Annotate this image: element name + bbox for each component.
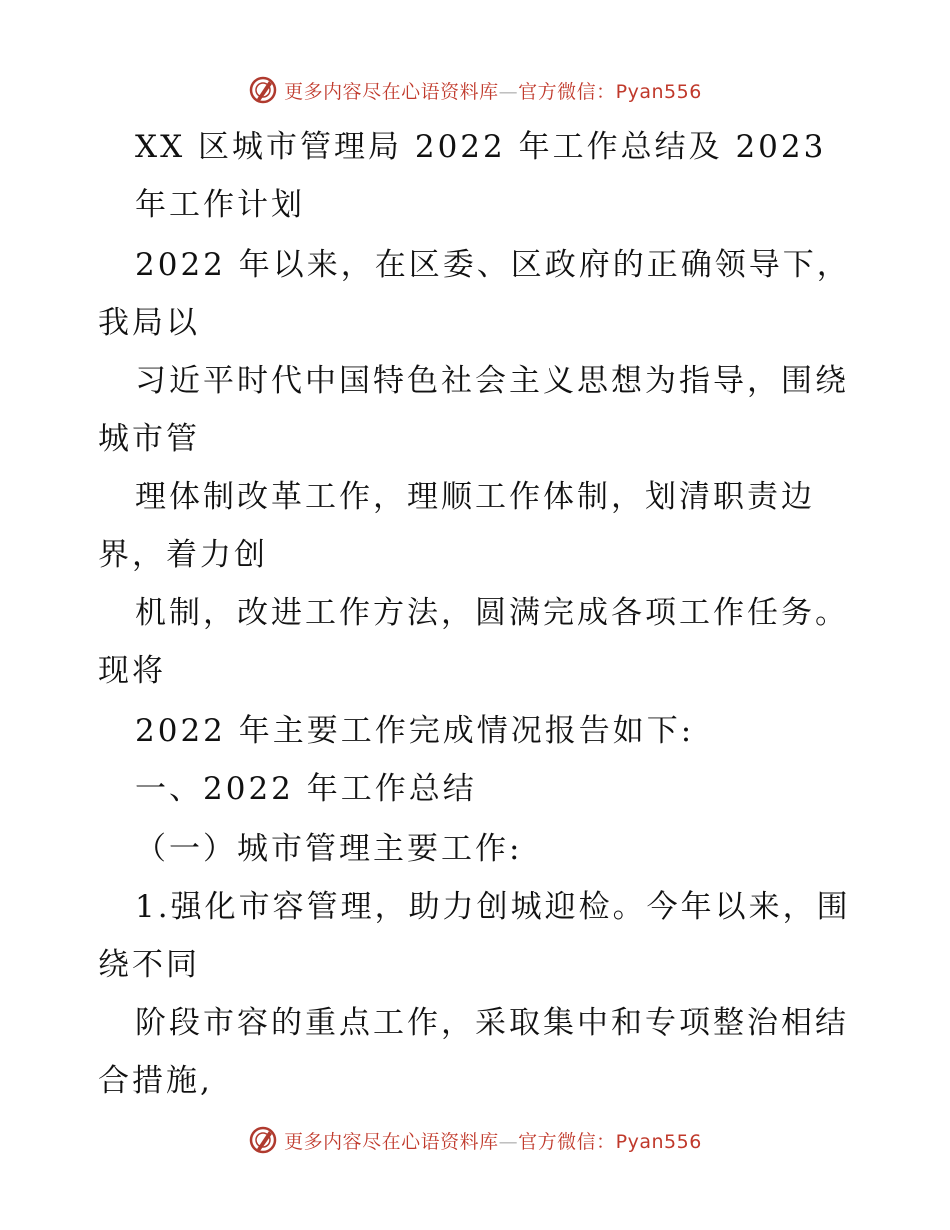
paragraph-line: 合措施, bbox=[98, 1063, 213, 1099]
doc-title-line-1: XX 区城市管理局 2022 年工作总结及 2023 bbox=[135, 129, 827, 165]
section-heading: 一、2022 年工作总结 bbox=[135, 771, 477, 807]
paragraph-line: 界，着力创 bbox=[98, 537, 268, 573]
paragraph-line: 绕不同 bbox=[98, 947, 200, 983]
watermark-banner-top bbox=[0, 70, 950, 110]
watermark-text bbox=[284, 77, 702, 104]
paragraph-line: 阶段市容的重点工作，采取集中和专项整治相结 bbox=[135, 1005, 849, 1041]
paragraph-line: 我局以 bbox=[98, 305, 200, 341]
watermark-banner-bottom bbox=[0, 1120, 950, 1160]
paragraph-line: 2022 年以来，在区委、区政府的正确领导下， bbox=[135, 247, 851, 283]
watermark-text bbox=[284, 1127, 702, 1154]
paragraph-line: 现将 bbox=[98, 653, 166, 689]
doc-title-line-2: 年工作计划 bbox=[135, 187, 305, 223]
pen-nib-circle-icon bbox=[248, 1125, 278, 1155]
watermark-main: 更多内容尽在心语资料库 bbox=[284, 1130, 499, 1153]
subsection-heading: （一）城市管理主要工作: bbox=[135, 831, 523, 867]
watermark-dash: — bbox=[498, 80, 519, 103]
paragraph-line: 1.强化市容管理，助力创城迎检。今年以来，围 bbox=[135, 889, 851, 925]
watermark-suffix: 官方微信：Pyan556 bbox=[518, 80, 702, 103]
watermark-suffix: 官方微信：Pyan556 bbox=[518, 1130, 702, 1153]
pen-nib-circle-icon bbox=[248, 75, 278, 105]
watermark-main: 更多内容尽在心语资料库 bbox=[284, 80, 499, 103]
paragraph-line: 2022 年主要工作完成情况报告如下: bbox=[135, 713, 695, 749]
watermark-dash: — bbox=[498, 1130, 519, 1153]
paragraph-line: 习近平时代中国特色社会主义思想为指导，围绕 bbox=[135, 363, 849, 399]
paragraph-line: 机制，改进工作方法，圆满完成各项工作任务。 bbox=[135, 595, 849, 631]
paragraph-line: 城市管 bbox=[98, 421, 200, 457]
paragraph-line: 理体制改革工作，理顺工作体制，划清职责边 bbox=[135, 479, 815, 515]
